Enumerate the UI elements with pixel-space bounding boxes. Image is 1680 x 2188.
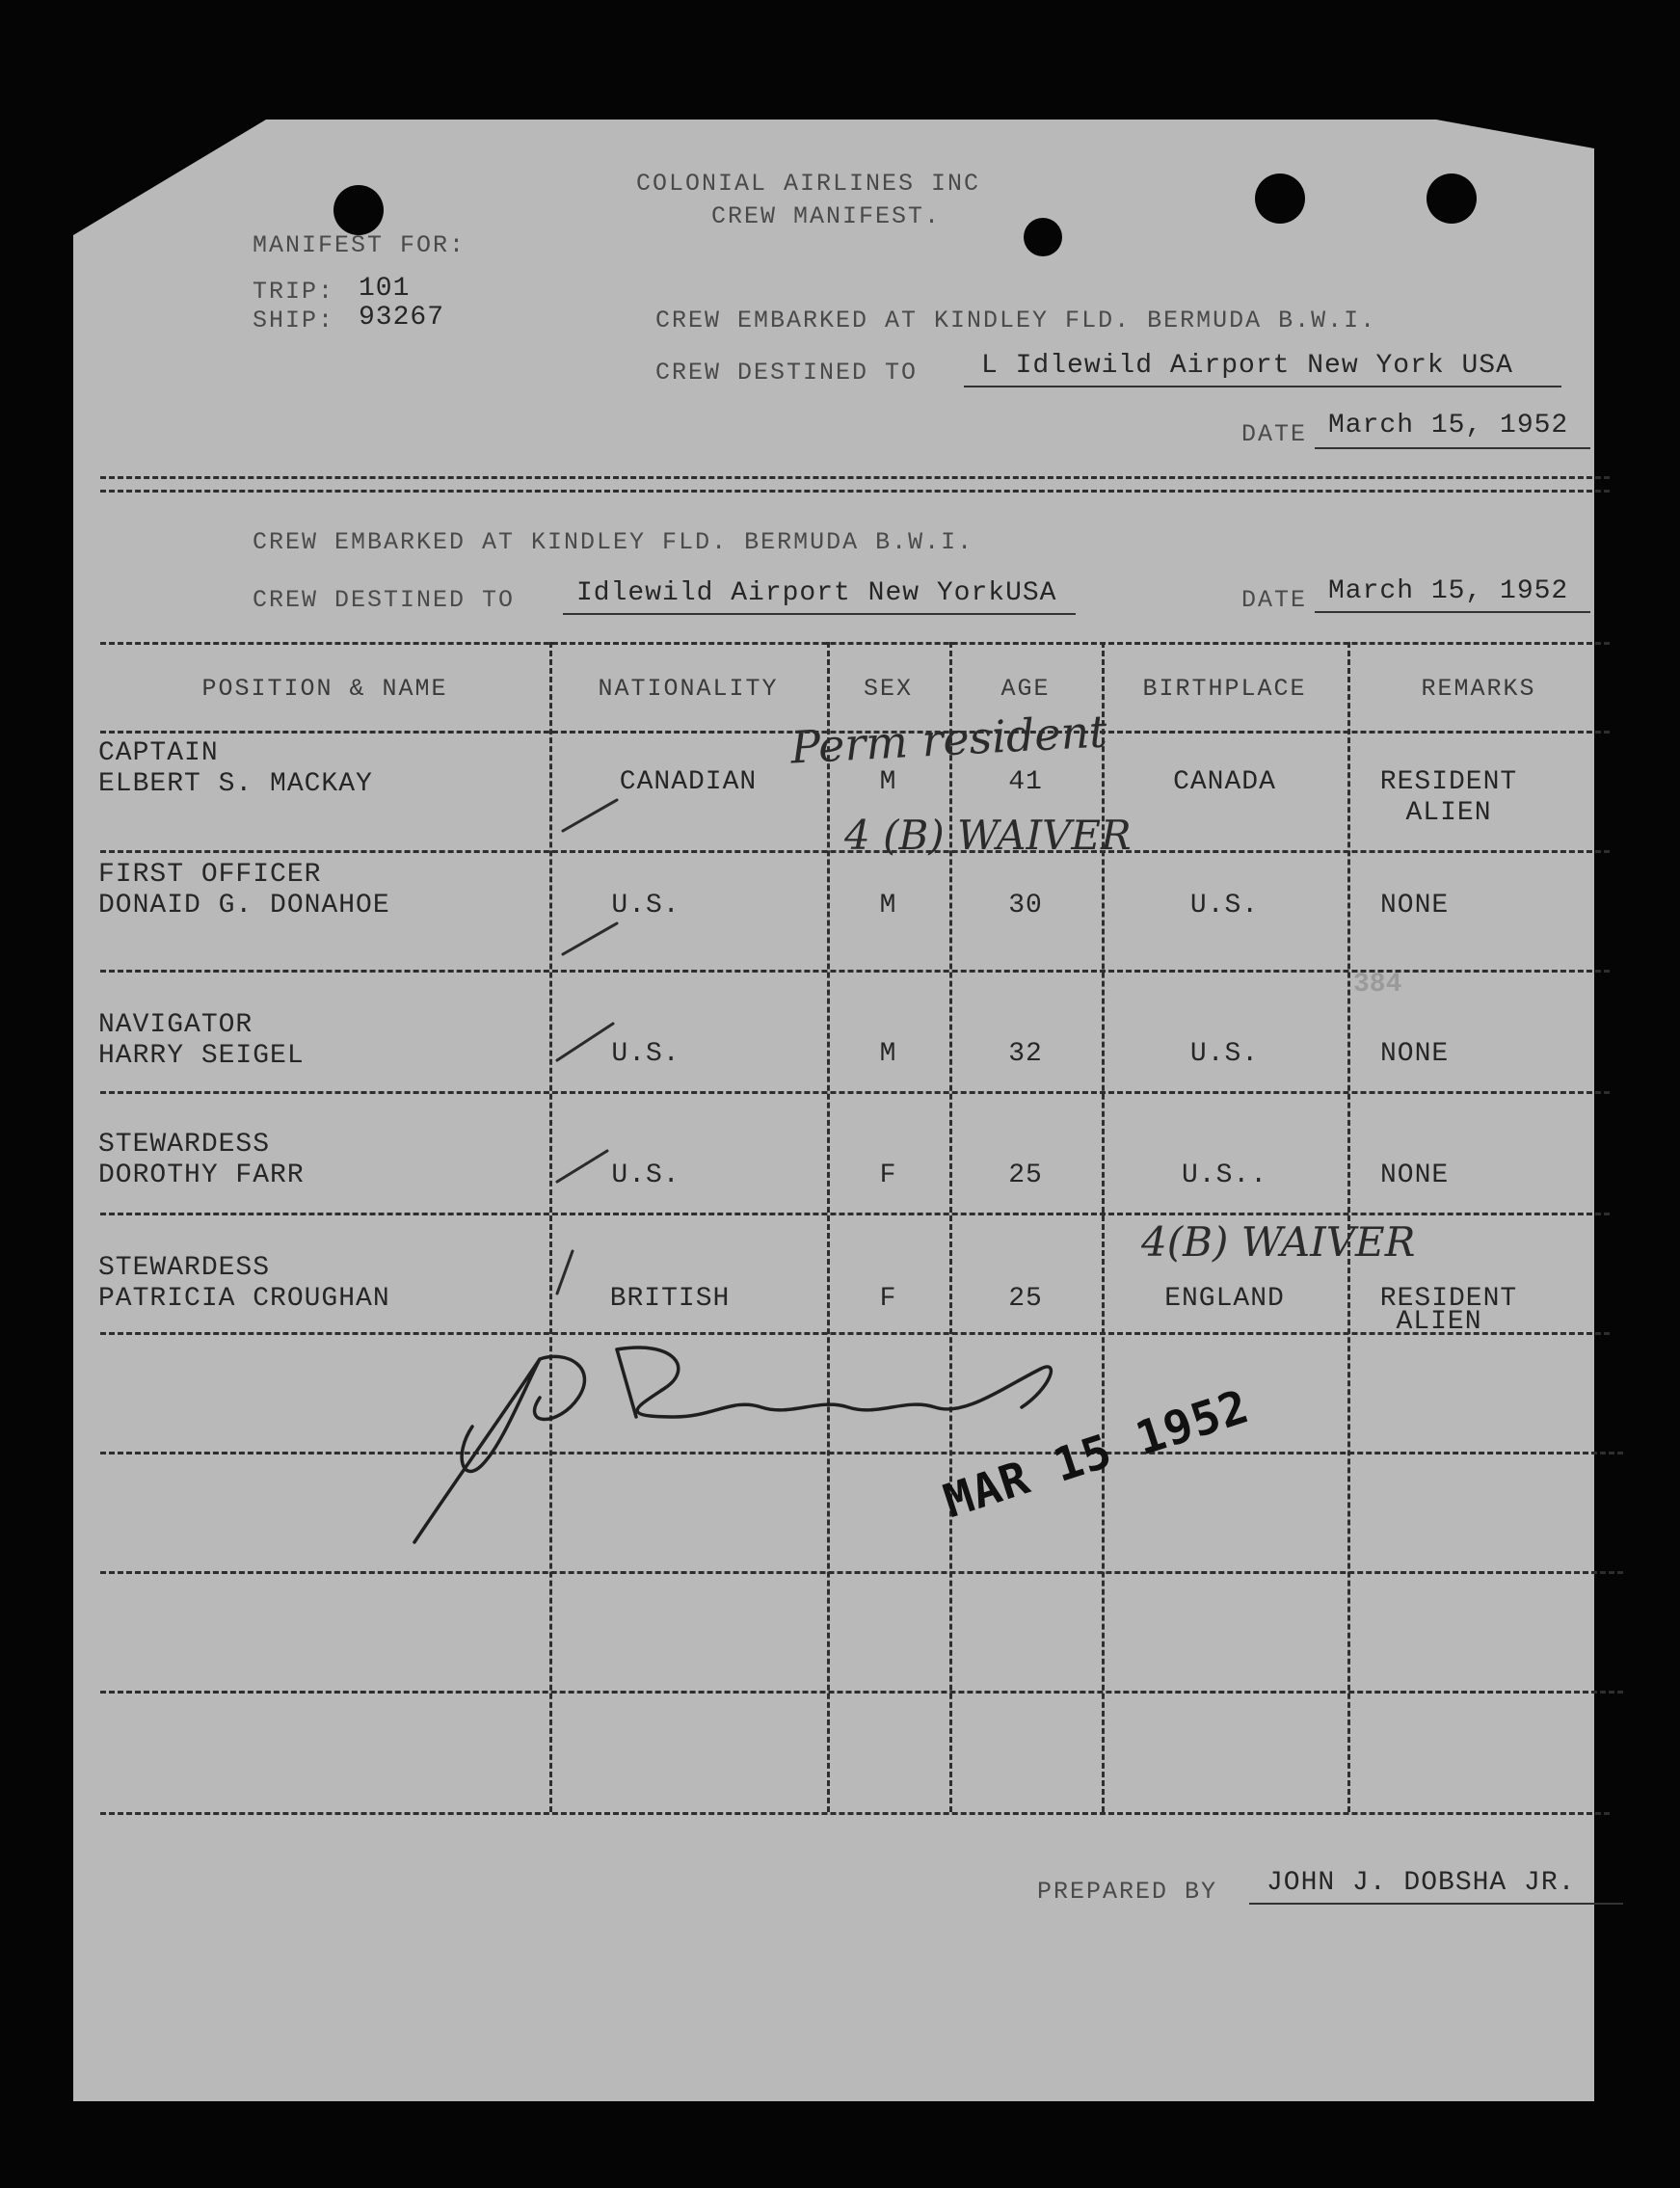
row-name: ELBERT S. MACKAY [98, 769, 373, 799]
row-nationality: BRITISH [609, 1284, 731, 1314]
row-remarks-line1: RESIDENT [1379, 1284, 1518, 1314]
row-sex: F [879, 1284, 897, 1314]
embarked-label: CREW EMBARKED AT KINDLEY FLD. BERMUDA B.W.I. [253, 528, 974, 556]
ship-value: 93267 [359, 303, 445, 333]
company-name: COLONIAL AIRLINES INC [636, 170, 981, 198]
row-remarks-line2: ALIEN [1405, 798, 1492, 828]
handwritten-note-waiver: 4 (B) WAIVER [844, 812, 1132, 859]
check-mark-icon [557, 1024, 613, 1060]
ghost-number: 384 [1353, 970, 1402, 1000]
col-header-remarks: REMARKS [1421, 675, 1536, 703]
row-position: NAVIGATOR [98, 1010, 253, 1040]
row-remarks-line1: NONE [1380, 1039, 1450, 1069]
row-nationality: U.S. [611, 1039, 680, 1069]
row-position: STEWARDESS [98, 1253, 271, 1283]
row-nationality: U.S. [611, 1161, 680, 1190]
date-stamp: MAR 15 1952 [937, 1379, 1256, 1529]
row-position: STEWARDESS [98, 1130, 271, 1160]
col-header-age: AGE [1000, 675, 1051, 703]
row-birthplace: U.S.. [1181, 1161, 1267, 1190]
row-remarks-line1: NONE [1380, 1161, 1450, 1190]
row-birthplace: U.S. [1189, 1039, 1260, 1069]
row-age: 41 [1008, 767, 1043, 797]
check-mark-icon [557, 1251, 573, 1294]
row-position: CAPTAIN [98, 738, 219, 768]
row-remarks-line1: NONE [1380, 891, 1450, 921]
col-header-nationality: NATIONALITY [598, 675, 779, 703]
col-header-birthplace: BIRTHPLACE [1142, 675, 1307, 703]
row-sex: M [879, 1039, 897, 1069]
row-birthplace: CANADA [1173, 767, 1276, 797]
row-birthplace: U.S. [1189, 891, 1260, 921]
check-mark-icon [563, 923, 617, 954]
handwritten-note-perm-resident: Perm resident [788, 705, 1108, 774]
handwritten-note-waiver-2: 4(B) WAIVER [1141, 1218, 1416, 1266]
row-name: DONAID G. DONAHOE [98, 891, 390, 921]
row-nationality: CANADIAN [619, 767, 758, 797]
form-title: CREW MANIFEST. [711, 202, 942, 230]
check-mark-icon [557, 1151, 607, 1182]
prepared-by-value: JOHN J. DOBSHA JR. [1267, 1868, 1576, 1898]
row-position: FIRST OFFICER [98, 860, 322, 890]
ship-label: SHIP: [253, 307, 335, 334]
trip-value: 101 [359, 274, 411, 304]
check-mark-icon [563, 800, 617, 831]
embarked-label-top: CREW EMBARKED AT KINDLEY FLD. BERMUDA B.W.I. [655, 307, 1377, 334]
destined-label: CREW DESTINED TO [253, 586, 516, 614]
trip-label: TRIP: [253, 278, 335, 306]
row-name: PATRICIA CROUGHAN [98, 1284, 390, 1314]
date-label-top: DATE [1241, 420, 1308, 448]
row-age: 25 [1008, 1161, 1043, 1190]
col-header-sex: SEX [863, 675, 913, 703]
row-nationality: U.S. [611, 891, 680, 921]
row-remarks-line1: RESIDENT [1379, 767, 1518, 797]
date-value: March 15, 1952 [1328, 576, 1569, 606]
prepared-by-label: PREPARED BY [1037, 1878, 1218, 1906]
row-age: 32 [1008, 1039, 1043, 1069]
destined-value-top: L Idlewild Airport New York USA [981, 351, 1513, 381]
destined-label-top: CREW DESTINED TO [655, 359, 919, 387]
row-sex: M [879, 767, 897, 797]
col-header-position: POSITION & NAME [201, 675, 448, 703]
prepared-by-underline [1249, 1903, 1623, 1905]
row-sex: F [879, 1161, 897, 1190]
row-name: HARRY SEIGEL [98, 1041, 305, 1071]
row-age: 25 [1008, 1284, 1043, 1314]
manifest-for-label: MANIFEST FOR: [253, 231, 467, 259]
row-birthplace: ENGLAND [1164, 1284, 1285, 1314]
row-name: DOROTHY FARR [98, 1161, 305, 1190]
row-age: 30 [1008, 891, 1043, 921]
destined-value: Idlewild Airport New YorkUSA [576, 578, 1057, 608]
date-label: DATE [1241, 586, 1308, 614]
row-sex: M [879, 891, 897, 921]
row-remarks-line2: ALIEN [1396, 1307, 1482, 1337]
date-value-top: March 15, 1952 [1328, 411, 1569, 440]
